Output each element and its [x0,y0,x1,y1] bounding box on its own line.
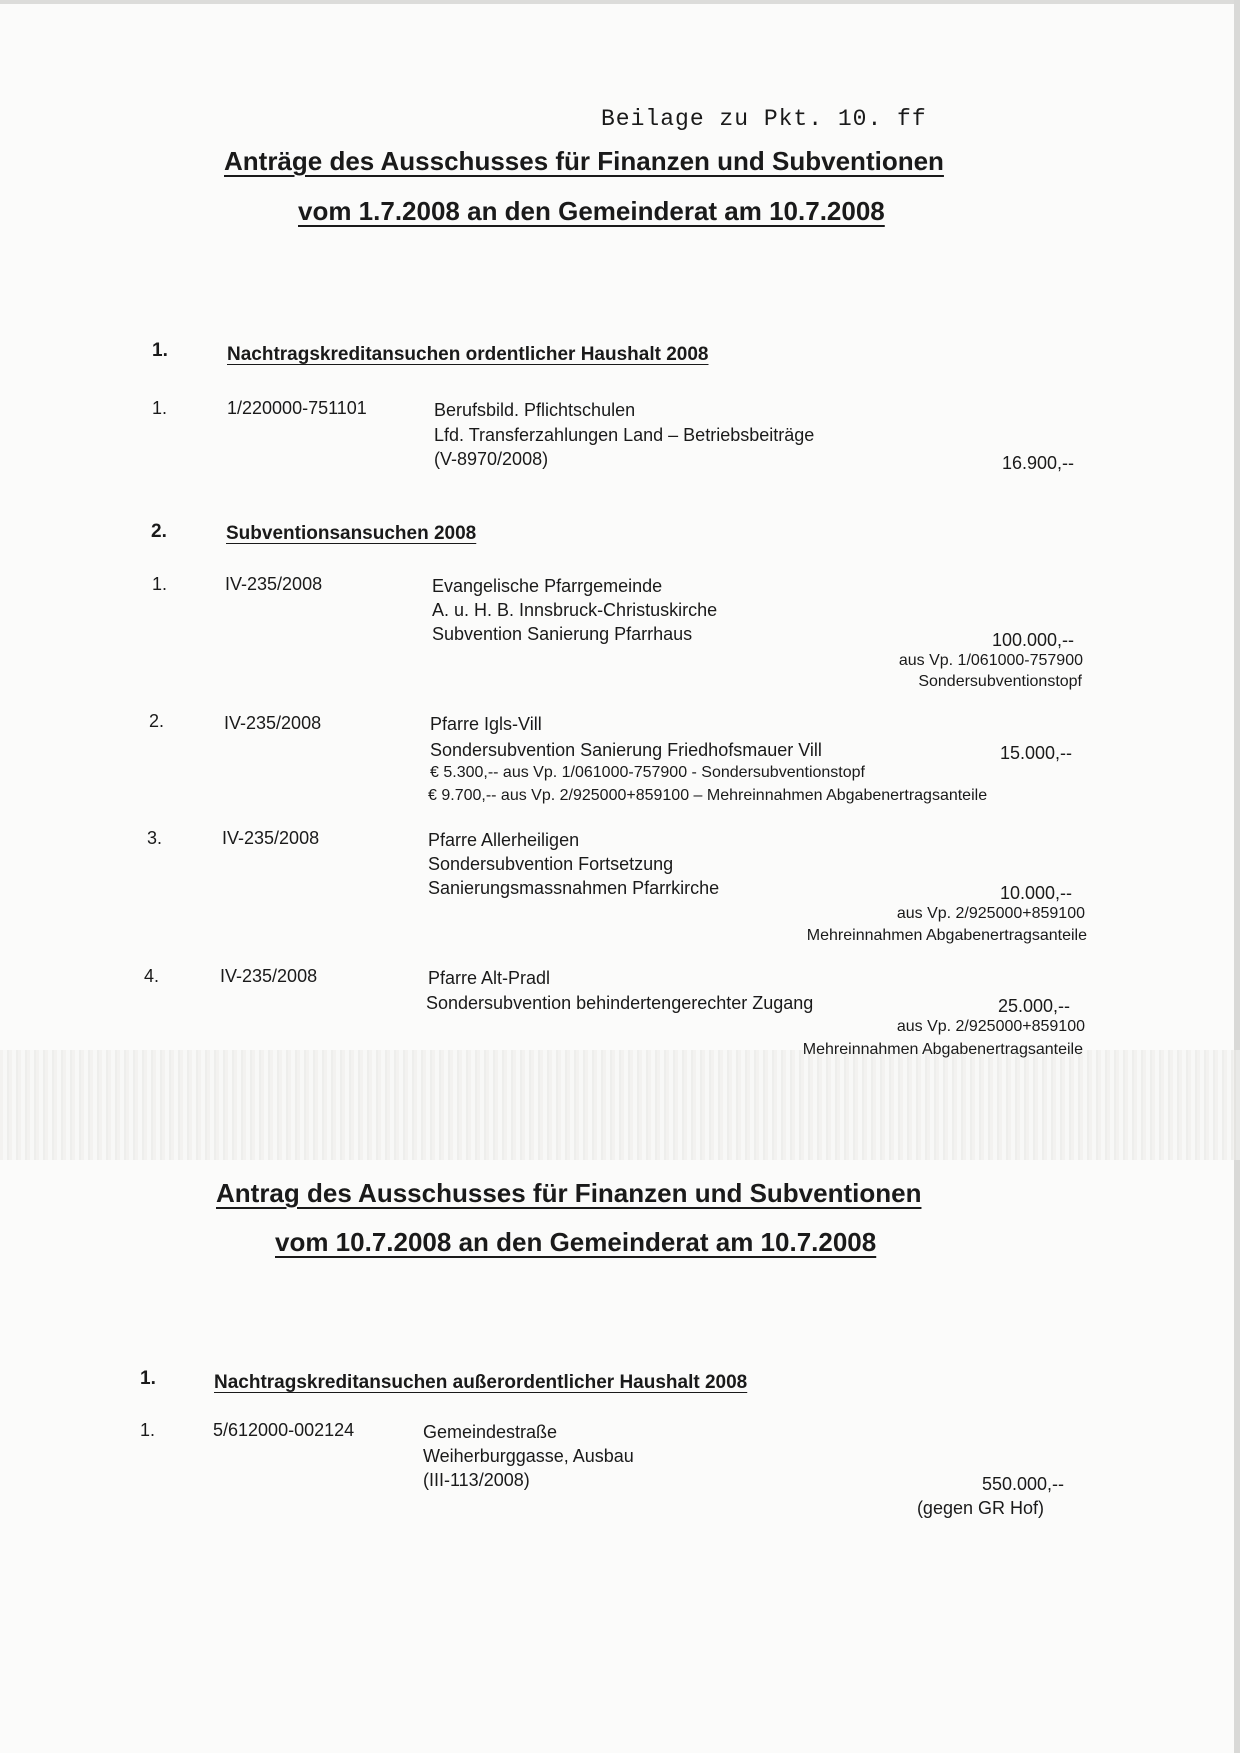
section-heading: Nachtragskreditansuchen außerordentlicher Haushalt 2008 [214,1372,748,1393]
item-code: IV-235/2008 [224,713,322,733]
item-amount: 10.000,-- [999,883,1072,903]
section-number: 1. [140,1368,156,1389]
section-number: 1. [152,340,168,361]
item-line: Pfarre Alt-Pradl [428,968,551,988]
section-number: 2. [151,521,167,542]
item-line: (III-113/2008) [423,1470,530,1490]
item-note: aus Vp. 1/061000-757900 [898,652,1083,669]
attachment-note: Beilage zu Pkt. 10. ff [601,106,927,132]
item-code: IV-235/2008 [222,828,320,848]
item-number: 3. [147,828,163,848]
item-code: 5/612000-002124 [213,1420,355,1440]
item-line: Lfd. Transferzahlungen Land – Betriebsbeiträge [434,425,815,445]
item-code: IV-235/2008 [225,574,323,594]
item-amount: 100.000,-- [991,630,1074,650]
section-heading: Subventionsansuchen 2008 [226,523,477,544]
item-line: Pfarre Igls-Vill [430,714,542,734]
item-number: 4. [144,966,160,986]
main-title-line2: vom 1.7.2008 an den Gemeinderat am 10.7.2008 [298,196,885,226]
item-number: 2. [149,711,165,731]
item-number: 1. [152,398,168,418]
scan-edge-top [0,0,1240,4]
item-line: Sondersubvention Fortsetzung [428,854,674,874]
item-line: Sondersubvention Sanierung Friedhofsmauer Vill [430,740,822,760]
item-code: 1/220000-751101 [227,398,367,418]
item-line: Sanierungsmassnahmen Pfarrkirche [428,878,720,898]
section-heading: Nachtragskreditansuchen ordentlicher Haushalt 2008 [227,344,709,365]
item-note: Mehreinnahmen Abgabenertragsanteile [806,927,1087,944]
item-amount: 550.000,-- [981,1474,1064,1494]
item-note: aus Vp. 2/925000+859100 [896,905,1085,922]
item-amount: 16.900,-- [1001,453,1074,473]
item-note: (gegen GR Hof) [916,1498,1044,1518]
item-note: aus Vp. 2/925000+859100 [896,1018,1085,1035]
item-line: Subvention Sanierung Pfarrhaus [432,624,693,644]
scan-edge-right [1234,0,1240,1753]
item-note: Mehreinnahmen Abgabenertragsanteile [802,1041,1083,1058]
item-amount: 15.000,-- [999,743,1072,763]
fold-band [0,1050,1240,1160]
second-title-line1: Antrag des Ausschusses für Finanzen und Subventionen [216,1178,922,1208]
item-line: Weiherburggasse, Ausbau [423,1446,634,1466]
item-number: 1. [152,574,168,594]
item-line: Pfarre Allerheiligen [428,830,580,850]
item-note: € 5.300,-- aus Vp. 1/061000-757900 - Sondersubventionstopf [430,764,865,781]
main-title-line1: Anträge des Ausschusses für Finanzen und Subventionen [224,146,944,176]
item-amount: 25.000,-- [997,996,1070,1016]
item-line: Sondersubvention behindertengerechter Zugang [426,993,814,1013]
item-line: Berufsbild. Pflichtschulen [434,400,636,420]
item-line: (V-8970/2008) [434,449,549,469]
item-line: Gemeindestraße [423,1422,558,1442]
second-title-line2: vom 10.7.2008 an den Gemeinderat am 10.7.2008 [275,1227,877,1257]
item-code: IV-235/2008 [220,966,318,986]
item-line: Evangelische Pfarrgemeinde [432,576,663,596]
item-note: € 9.700,-- aus Vp. 2/925000+859100 – Mehreinnahmen Abgabenertragsanteile [428,787,988,804]
item-line: A. u. H. B. Innsbruck-Christuskirche [432,600,718,620]
item-number: 1. [140,1420,156,1440]
item-note: Sondersubventionstopf [918,673,1082,690]
